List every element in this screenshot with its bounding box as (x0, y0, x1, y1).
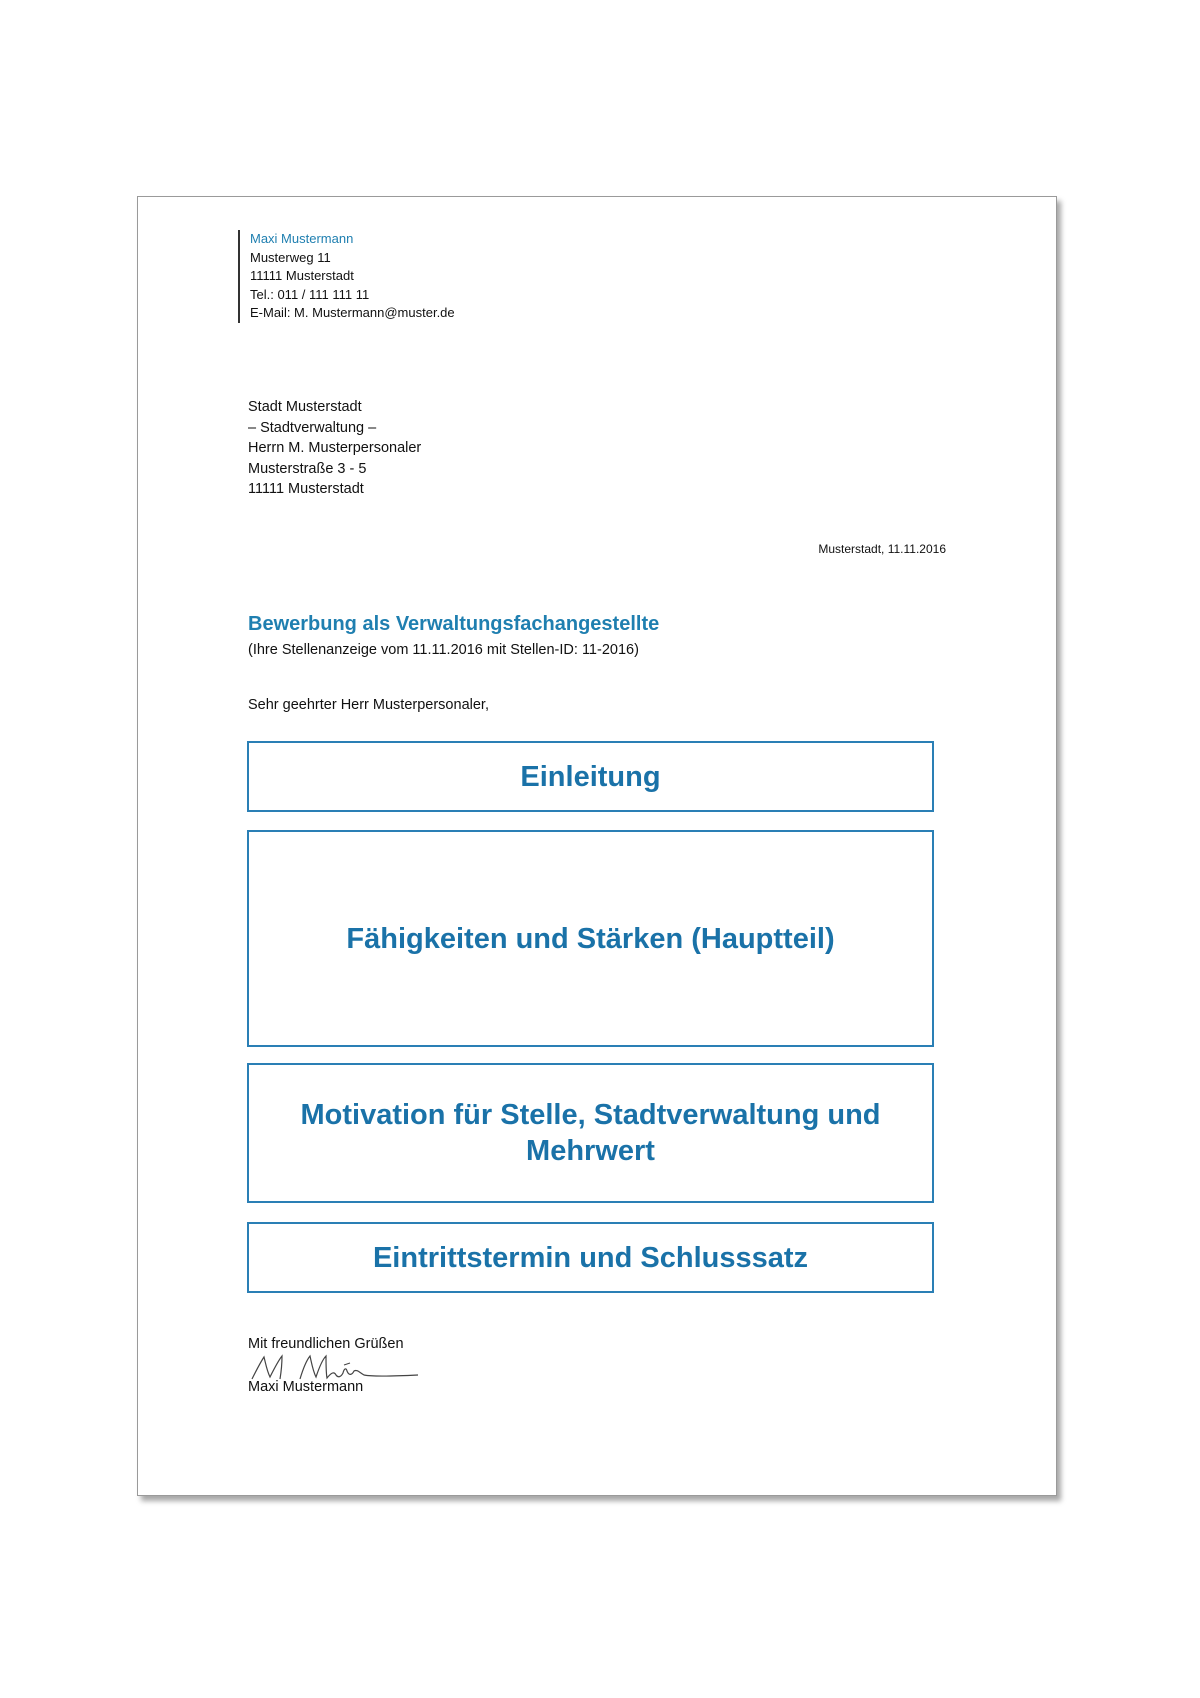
section-title: Eintrittstermin und Schlusssatz (372, 1241, 809, 1274)
signer-name: Maxi Mustermann (248, 1379, 364, 1395)
recipient-line: Musterstraße 3 - 5 (248, 460, 367, 477)
sender-street: Musterweg 11 (250, 249, 331, 265)
subject-title: Bewerbung als Verwaltungsfachangestellte (248, 613, 660, 635)
section-box-closing (247, 1222, 934, 1293)
recipient-line: 11111 Musterstadt (248, 481, 364, 497)
section-title: Fähigkeiten und Stärken (Hauptteil) (346, 922, 835, 955)
recipient-line: – Stadtverwaltung – (248, 419, 377, 436)
sender-phone: Tel.: 011 / 111 111 11 (250, 286, 370, 302)
subject-reference: (Ihre Stellenanzeige vom 11.11.2016 mit Stellen-ID: 11-2016) (248, 642, 639, 658)
section-box-introduction (247, 741, 934, 812)
section-box-motivation (247, 1063, 934, 1203)
recipient-line: Stadt Musterstadt (248, 399, 362, 415)
sender-block (238, 230, 455, 323)
salutation: Sehr geehrter Herr Musterpersonaler, (248, 697, 489, 713)
section-title: Motivation für Stelle, Stadtverwaltung und Mehrwert (300, 1099, 881, 1167)
letter-page (137, 196, 1057, 1496)
sender-name: Maxi Mustermann (250, 231, 354, 246)
letter-date: Musterstadt, 11.11.2016 (818, 542, 946, 556)
recipient-block (248, 397, 421, 500)
sender-email: E-Mail: M. Mustermann@muster.de (250, 305, 455, 320)
section-title: Einleitung (520, 760, 661, 793)
sender-city: 11111 Musterstadt (250, 268, 354, 283)
recipient-line: Herrn M. Musterpersonaler (248, 440, 422, 456)
closing-formula: Mit freundlichen Grüßen (248, 1336, 404, 1352)
section-box-main-part (247, 830, 934, 1047)
